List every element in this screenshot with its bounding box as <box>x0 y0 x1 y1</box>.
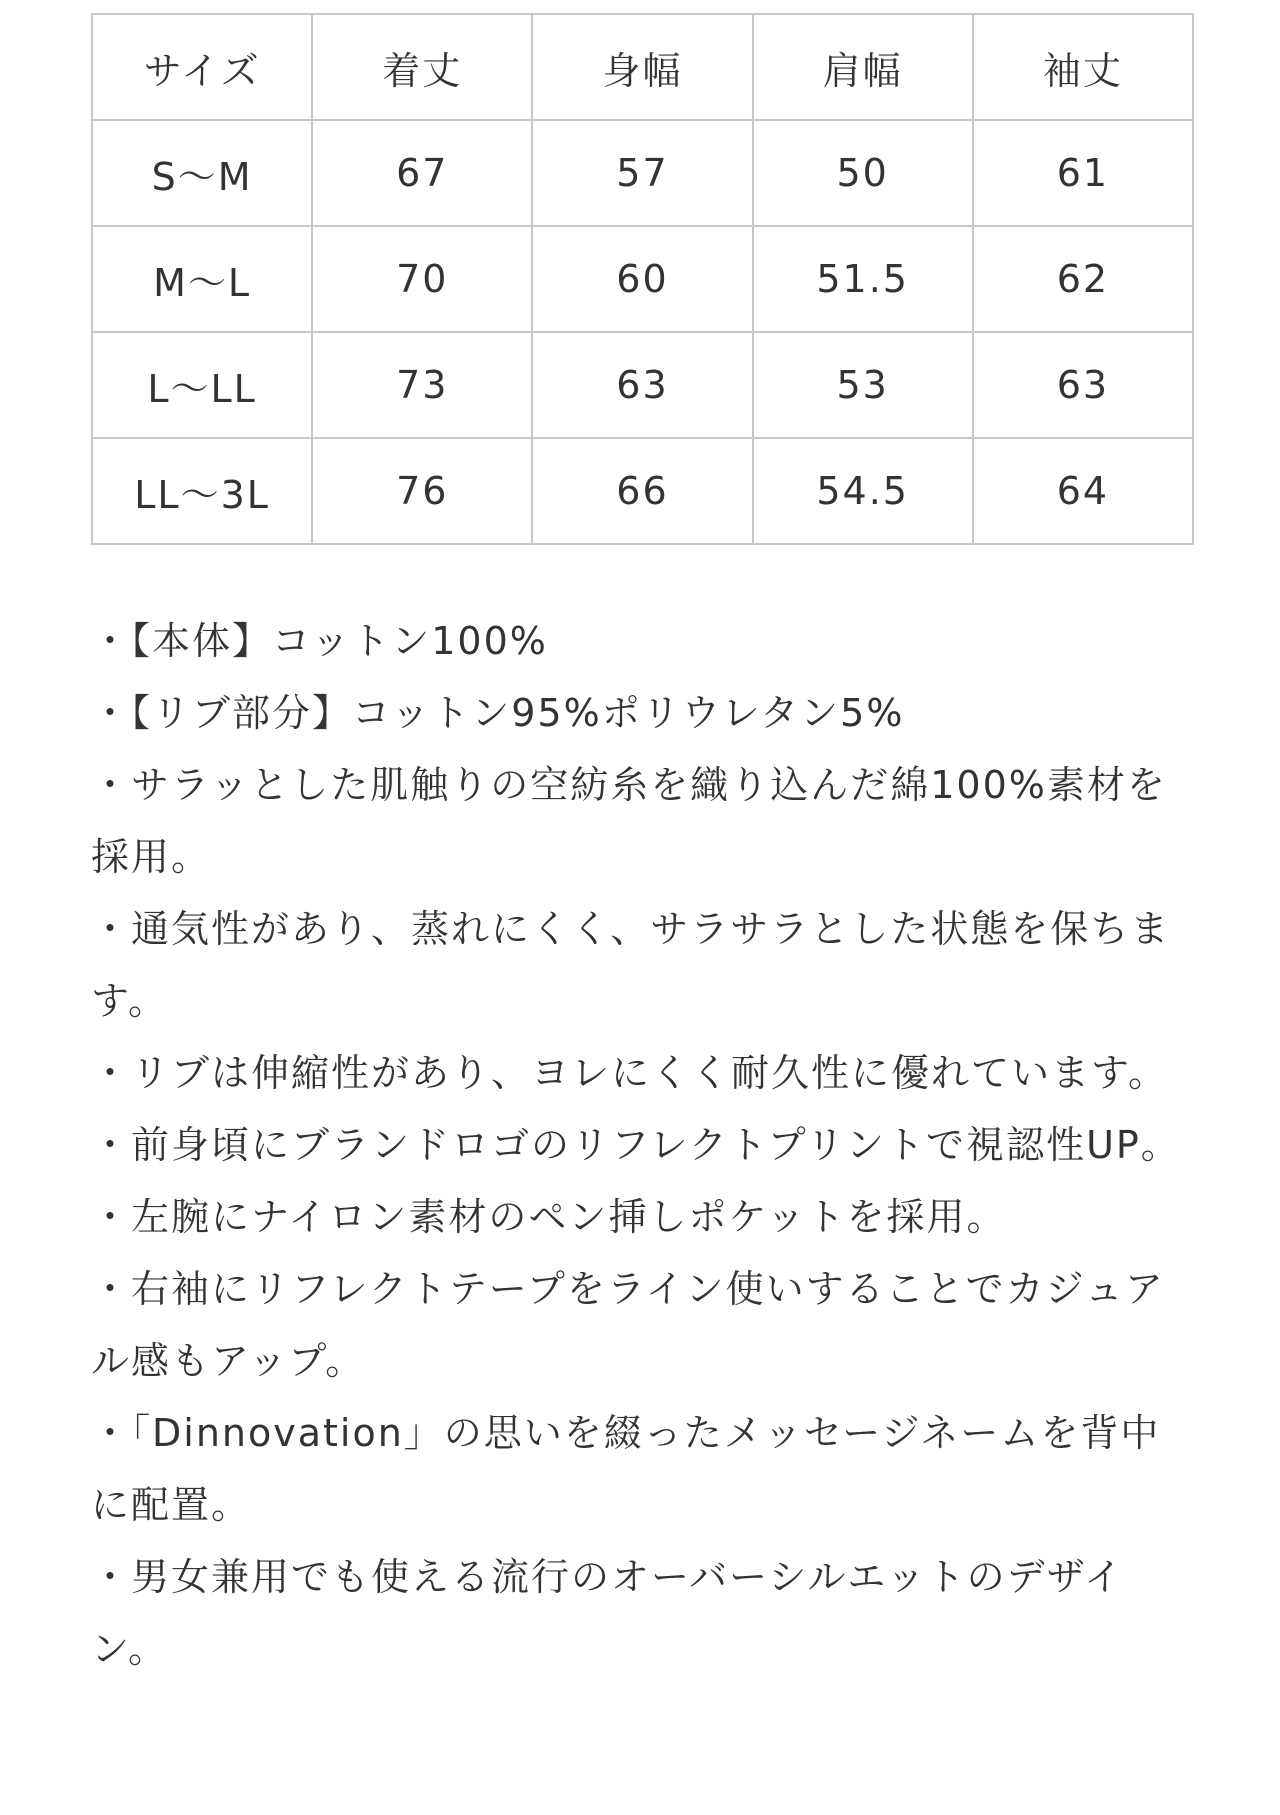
table-cell: 51.5 <box>753 226 973 332</box>
table-cell: 50 <box>753 120 973 226</box>
note-message-name: ・「Dinnovation」の思いを綴ったメッセージネームを背中に配置。 <box>91 1411 1161 1527</box>
table-cell: 53 <box>753 332 973 438</box>
size-table-header-row <box>92 14 1193 120</box>
table-cell: LL〜3L <box>92 438 312 544</box>
note-material-body: ・【本体】コットン100% <box>91 619 548 663</box>
table-cell: 64 <box>973 438 1193 544</box>
header-cell-size: サイズ <box>92 14 312 120</box>
table-cell: L〜LL <box>92 332 312 438</box>
note-oversilhouette: ・男女兼用でも使える流行のオーバーシルエットのデザイン。 <box>91 1555 1124 1671</box>
table-cell: 66 <box>532 438 752 544</box>
table-cell: 73 <box>312 332 532 438</box>
note-rib-stretch: ・リブは伸縮性があり、ヨレにくく耐久性に優れています。 <box>91 1051 1168 1095</box>
table-cell: 70 <box>312 226 532 332</box>
note-breathability: ・通気性があり、蒸れにくく、サラサラとした状態を保ちます。 <box>91 907 1171 1023</box>
note-pen-pocket: ・左腕にナイロン素材のペン挿しポケットを採用。 <box>91 1195 1007 1239</box>
table-cell: M〜L <box>92 226 312 332</box>
size-table <box>91 13 1194 545</box>
table-cell: 60 <box>532 226 752 332</box>
table-cell: 54.5 <box>753 438 973 544</box>
note-reflect-tape: ・右袖にリフレクトテープをライン使いすることでカジュアル感もアップ。 <box>91 1267 1165 1383</box>
table-cell: 63 <box>532 332 752 438</box>
header-cell-shoulder: 肩幅 <box>753 14 973 120</box>
product-notes-list <box>91 605 1191 1685</box>
table-cell: S〜M <box>92 120 312 226</box>
table-row <box>92 438 1193 544</box>
table-row <box>92 332 1193 438</box>
table-row <box>92 226 1193 332</box>
header-cell-sleeve: 袖丈 <box>973 14 1193 120</box>
header-cell-length: 着丈 <box>312 14 532 120</box>
table-cell: 61 <box>973 120 1193 226</box>
table-row <box>92 120 1193 226</box>
note-reflect-print: ・前身頃にブランドロゴのリフレクトプリントで視認性UP。 <box>91 1123 1181 1167</box>
header-cell-width: 身幅 <box>532 14 752 120</box>
table-cell: 67 <box>312 120 532 226</box>
table-cell: 62 <box>973 226 1193 332</box>
note-material-rib: ・【リブ部分】コットン95%ポリウレタン5% <box>91 691 905 735</box>
table-cell: 63 <box>973 332 1193 438</box>
table-cell: 57 <box>532 120 752 226</box>
table-cell: 76 <box>312 438 532 544</box>
note-fabric: ・サラッとした肌触りの空紡糸を織り込んだ綿100%素材を採用。 <box>91 763 1167 879</box>
